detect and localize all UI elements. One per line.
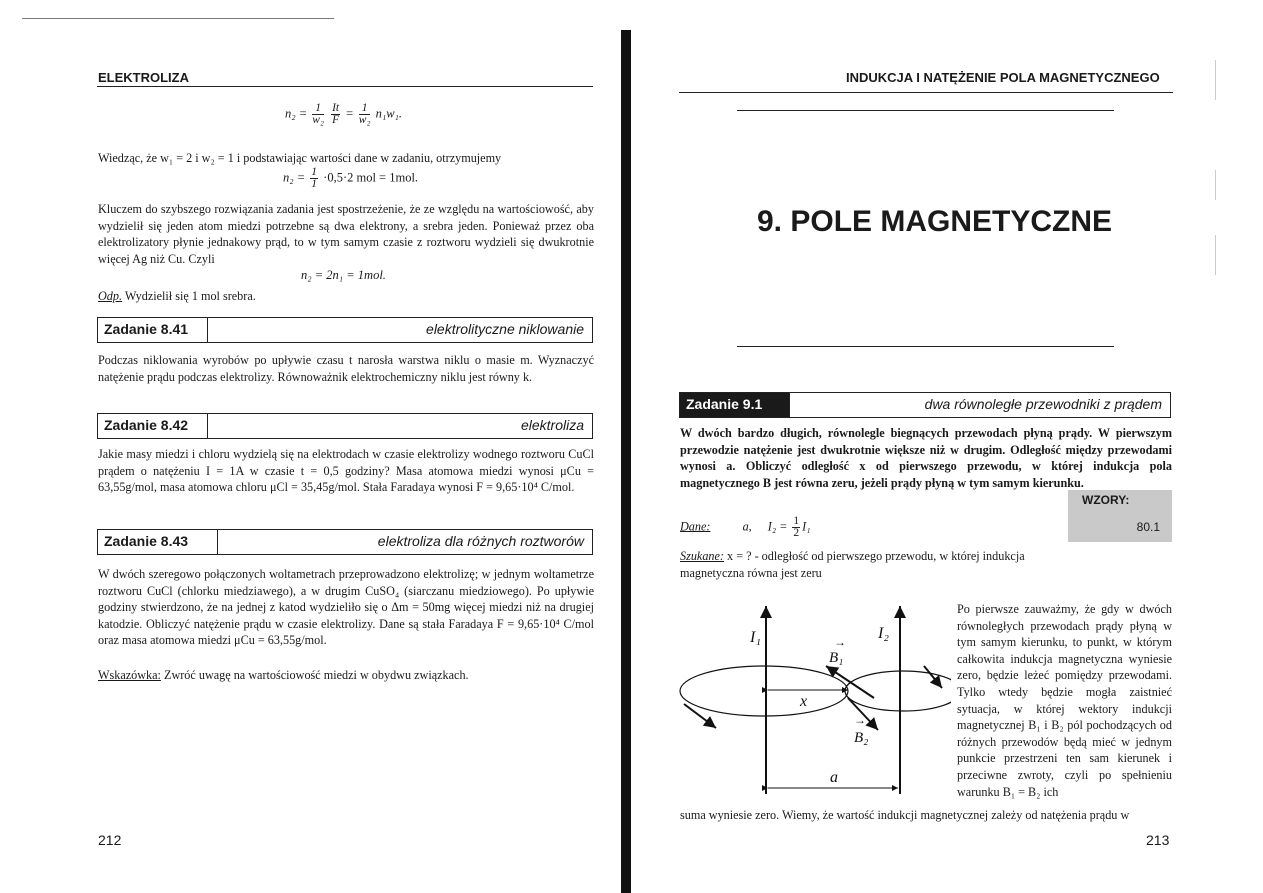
label-b2: B₂ — [854, 730, 869, 746]
chapter-rule-top — [737, 110, 1114, 111]
task-label: Zadanie 9.1 — [680, 393, 790, 417]
left-header-rule — [97, 86, 593, 87]
hint-line: Wskazówka: Zwróć uwagę na wartościowość miedzi w obydwu związkach. — [98, 668, 469, 682]
left-page-number: 212 — [98, 832, 122, 848]
unknown-line: Szukane: x = ? - odległość od pierwszego przewodu, w której indukcja magnetyczna równa jest zeru — [680, 549, 1025, 580]
chapter-rule-bottom — [737, 346, 1114, 347]
book-spine — [621, 30, 631, 893]
label-i2: I₂ — [878, 625, 889, 642]
task-label: Zadanie 8.42 — [98, 414, 208, 438]
right-header-rule — [679, 92, 1173, 93]
label-x: x — [800, 693, 808, 710]
task-box-8-41 — [97, 317, 593, 343]
solution-side-text: Po pierwsze zauważmy, że gdy w dwóch równoległych przewodach prądy płyną w tym samym kierunku, to punkt, w którym całkowita indukcja magnetyczna wyniesie zero, będzie leżeć pomiędzy przewodami. Tylko wtedy będzie mogła zaistnieć sytuacja, w której wektory indukcji magnetycznej B₁ i B₂ pól pochodzących od różnych przewodów będą mieć w jednym punkcie przestrzeni ten sam kierunek i przeciwne zwroty, czyli po spełnieniu warunku B₁ = B₂ ich — [957, 602, 1172, 799]
given-label: Dane: — [680, 519, 711, 534]
equation-n2-equals-2n1: n₂ = 2n₁ = 1mol. — [301, 268, 386, 282]
equation-n2-numeric: n₂ = $\frac{1}{1}$ ·0,5·2 mol = 1mol. — [283, 166, 419, 190]
task-8-42-text: Jakie masy miedzi i chloru wydzielą się na elektrodach w czasie elektrolizy wodnego roztworu CuCl prądem o natężeniu I = 1A w czasie t = 0,5 godziny? Masa atomowa miedzi wynosi μCu = 63,55g/mol, masa atomowa chloru μCl = 35,45g/mol. Stała Faradaya wynosi F = 9,65·10⁴ C/mol. — [98, 447, 594, 495]
given-line: Dane: a, I₂ = $\frac{1}{2}$ I₁ — [680, 515, 811, 539]
hint-label: Wskazówka: — [98, 668, 161, 682]
valence-intro-line: Wiedząc, że w₁ = 2 i w₂ = 1 i podstawiając wartości dane w zadaniu, otrzymujemy — [98, 151, 502, 165]
key-insight-paragraph: Kluczem do szybszego rozwiązania zadania jest spostrzeżenie, że ze względu na wartościowość, aby wydzielił się jeden atom miedzi potrzebne są dwa elektrony, a srebra jeden. Ponieważ przez oba elektrolizatory płynie jednakowy prąd, to w tym samym czasie z roztworu wydzieli się dwukrotnie więcej Ag niż Cu. Czyli — [98, 202, 594, 266]
solution-full-line: suma wyniesie zero. Wiemy, że wartość indukcji magnetycznej zależy od natężenia prądu w — [680, 808, 1130, 822]
unknown-label: Szukane: — [680, 549, 724, 563]
task-label: Zadanie 8.41 — [98, 318, 208, 342]
problem-statement: W dwóch bardzo długich, równolegle biegnących przewodach płyną prądy. W pierwszym przewodzie natężenie jest dwukrotnie większe niż w drugim. Odległość między przewodami wynosi a. Obliczyć odległość x od pierwszego przewodu, w której indukcja pola magnetycznego B jest równa zeru, jeżeli prądy płyną w tym samym kierunku. — [680, 426, 1172, 490]
task-box-9-1 — [679, 392, 1171, 418]
formulas-badge — [1068, 490, 1172, 542]
field-loop-1 — [680, 666, 848, 716]
task-8-41-text: Podczas niklowania wyrobów po upływie czasu t narosła warstwa niklu o masie m. Wyznaczyć natężenie prądu podczas elektrolizy. Równoważnik elektrochemiczny niklu jest równy k. — [98, 353, 594, 384]
left-running-header: ELEKTROLIZA — [98, 70, 189, 85]
label-b1: B₁ — [829, 650, 844, 666]
formulas-label: WZORY: — [1082, 493, 1130, 507]
answer-label: Odp. — [98, 289, 123, 303]
scan-edge-mark — [1215, 170, 1216, 200]
b1-vector — [826, 666, 874, 698]
chapter-title: 9. POLE MAGNETYCZNE — [757, 205, 1113, 238]
field-tangent-right — [924, 666, 942, 688]
label-i1: I₁ — [750, 629, 761, 646]
parallel-wires-diagram — [676, 596, 951, 802]
equation-n2-general: n₂ = $\frac{1}{\text{w₂}}$ $\frac{It}{F}$ = $\frac{1}{\text{w₂}}$ n₁w₁. — [285, 102, 402, 126]
b1-arrow-mark: → — [834, 635, 846, 649]
scan-edge-mark — [1215, 60, 1216, 100]
task-topic: elektrolityczne niklowanie — [426, 321, 584, 337]
task-box-8-43 — [97, 529, 593, 555]
label-a: a — [830, 769, 838, 786]
b2-arrow-mark: → — [854, 713, 866, 727]
field-loop-2 — [845, 671, 951, 711]
right-running-header: INDUKCJA I NATĘŻENIE POLA MAGNETYCZNEGO — [846, 70, 1160, 85]
task-topic: elektroliza dla różnych roztworów — [377, 533, 584, 549]
task-box-8-42 — [97, 413, 593, 439]
answer-line: Odp. Wydzielił się 1 mol srebra. — [98, 289, 256, 303]
task-label: Zadanie 8.43 — [98, 530, 218, 554]
task-topic: dwa równoległe przewodniki z prądem — [924, 396, 1162, 412]
right-page-number: 213 — [1146, 832, 1170, 848]
formulas-value: 80.1 — [1136, 520, 1160, 534]
scan-edge-mark — [1215, 235, 1216, 275]
task-topic: elektroliza — [520, 417, 584, 433]
task-8-43-text: W dwóch szeregowo połączonych woltametrach przeprowadzono elektrolizę; w jednym woltametrze roztworu CuCl (chlorku miedziawego), a w drugim CuSO₄ (siarczanu miedziowego). Po upływie godziny stwierdzono, że na jednej z katod wydzieliło się o Δm = 50mg więcej miedzi niż na drugiej katodzie. Obliczyć natężenie prądu w czasie elektrolizy. Dane są stała Faradaya F = 9,65·10⁴ C/mol oraz masa atomowa miedzi μCu = 63,55g/mol. — [98, 567, 594, 648]
top-scan-line — [22, 18, 334, 19]
